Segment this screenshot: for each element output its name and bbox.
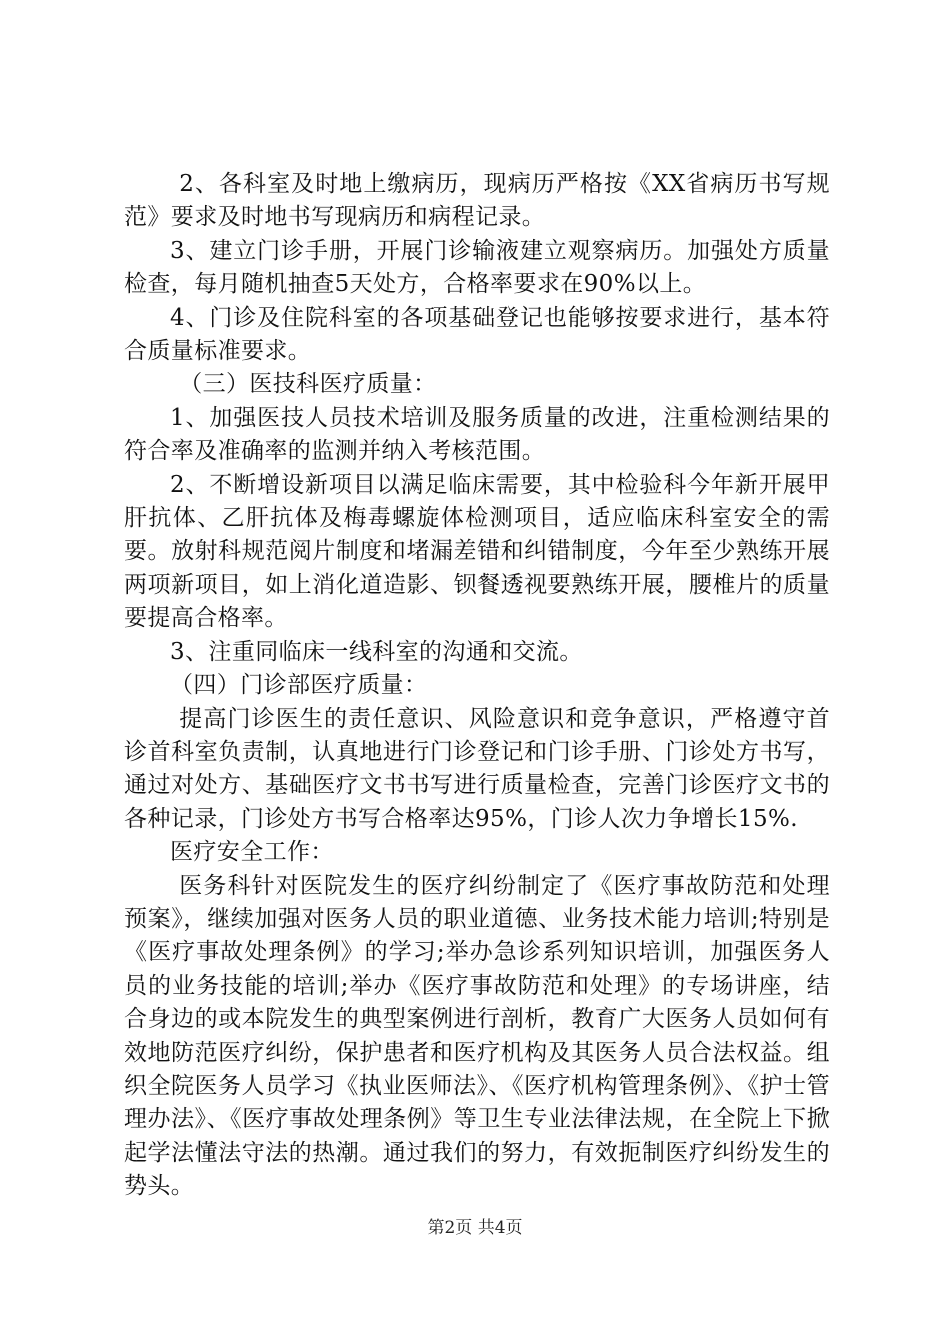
paragraph-outpatient-quality: 提高门诊医生的责任意识、风险意识和竞争意识，严格遵守首诊首科室负责制，认真地进行门诊登记和门诊手册、门诊处方书写，通过对处方、基础医疗文书书写进行质量检查，完善门诊医疗文书的各种记录，门诊处方书写合格率达95%，门诊人次力争增长15%. bbox=[124, 705, 830, 832]
document-body bbox=[124, 168, 830, 1204]
page-number-footer: 第2页 共4页 bbox=[427, 1218, 523, 1238]
paragraph-tech-training: 1、加强医技人员技术培训及服务质量的改进，注重检测结果的符合率及准确率的监测并纳入考核范围。 bbox=[124, 404, 830, 465]
paragraph-communication: 3、注重同临床一线科室的沟通和交流。 bbox=[170, 638, 583, 665]
section-heading-outpatient: （四）门诊部医疗质量： bbox=[170, 672, 428, 699]
paragraph-new-projects: 2、不断增设新项目以满足临床需要，其中检验科今年新开展甲肝抗体、乙肝抗体及梅毒螺旋体检测项目，适应临床科室安全的需要。放射科规范阅片制度和堵漏差错和纠错制度，今年至少熟练开展两项新项目，如上消化道造影、钡餐透视要熟练开展，腰椎片的质量要提高合格率。 bbox=[124, 471, 830, 632]
paragraph-registration: 4、门诊及住院科室的各项基础登记也能够按要求进行，基本符合质量标准要求。 bbox=[124, 304, 830, 365]
section-heading-medical-tech: （三）医技科医疗质量： bbox=[179, 371, 437, 398]
paragraph-safety-work: 医务科针对医院发生的医疗纠纷制定了《医疗事故防范和处理预案》，继续加强对医务人员的职业道德、业务技术能力培训;特别是《医疗事故处理条例》的学习;举办急诊系列知识培训，加强医务人员的业务技能的培训;举办《医疗事故防范和处理》的专场讲座，结合身边的或本院发生的典型案例进行剖析，教育广大医务人员如何有效地防范医疗纠纷，保护患者和医疗机构及其医务人员合法权益。组织全院医务人员学习《执业医师法》、《医疗机构管理条例》、《护士管理办法》、《医疗事故处理条例》等卫生专业法律法规，在全院上下掀起学法懂法守法的热潮。通过我们的努力，有效扼制医疗纠纷发生的势头。 bbox=[124, 872, 830, 1200]
paragraph-outpatient-handbook: 3、建立门诊手册，开展门诊输液建立观察病历。加强处方质量检查，每月随机抽查5天处方，合格率要求在90%以上。 bbox=[124, 237, 830, 298]
section-heading-safety: 医疗安全工作： bbox=[170, 839, 334, 866]
paragraph-medical-records: 2、各科室及时地上缴病历，现病历严格按《XX省病历书写规范》要求及时地书写现病历和病程记录。 bbox=[124, 171, 830, 231]
